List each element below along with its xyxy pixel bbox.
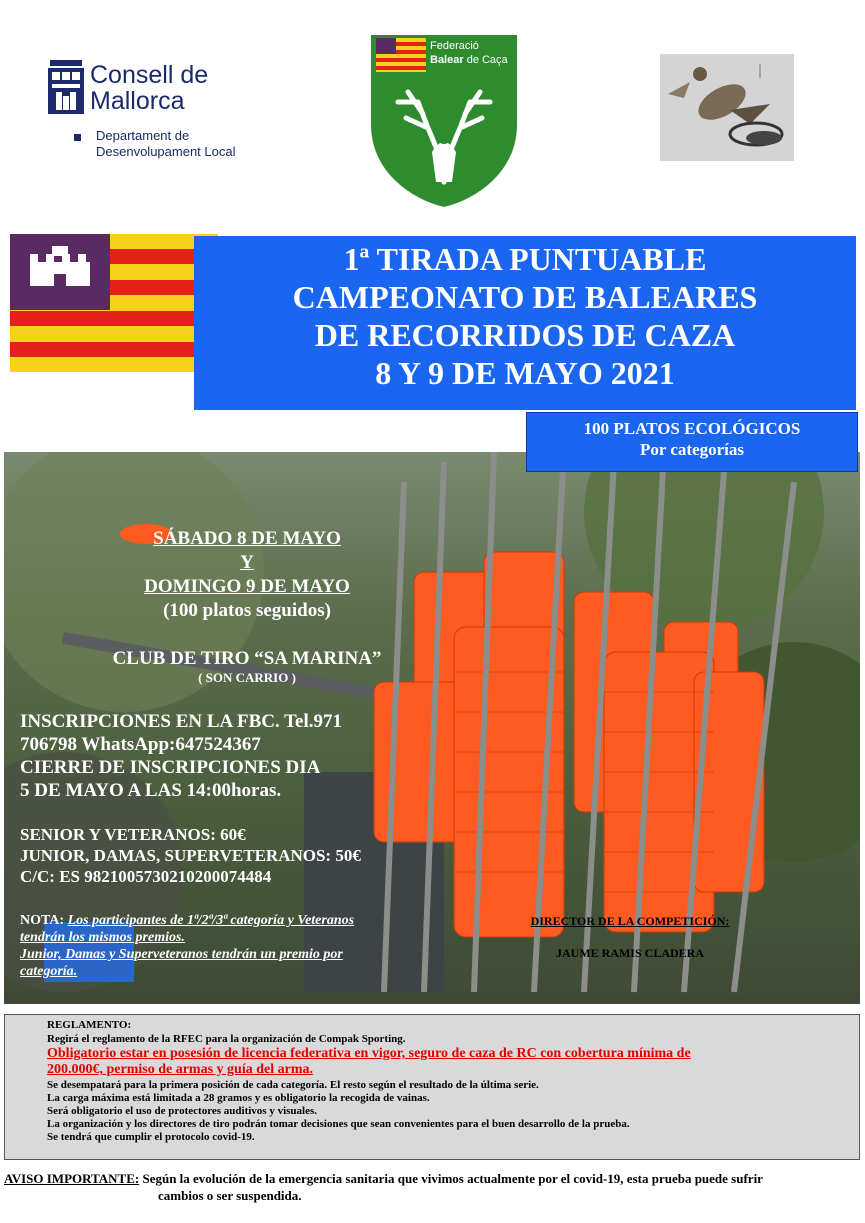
federacio-shield-logo: [368, 32, 520, 210]
federacio-line1: Federació: [430, 40, 479, 52]
consell-de-mallorca-logo: [48, 56, 248, 166]
clay-targets-photo: [4, 452, 860, 1004]
consell-dept: [96, 128, 235, 160]
reglamento-red1: Obligatorio estar en posesión de licencia federativa en vigor, seguro de caza de RC con cobertura mínima de: [47, 1046, 691, 1061]
title-line3: DE RECORRIDOS DE CAZA: [314, 317, 736, 353]
nota-block: [20, 912, 490, 980]
inscripciones-line2: 706798 WhatsApp:647524367: [20, 734, 261, 755]
reglamento-line4: Será obligatorio el uso de protectores auditivos y visuales.: [47, 1105, 318, 1117]
consell-dept-line1: Departament de: [96, 128, 190, 143]
aviso-text2: cambios o ser suspendida.: [158, 1188, 302, 1203]
reglamento-red2: 200.000€, permiso de armas y guía del arma.: [47, 1062, 313, 1077]
reglamento-line1: Regirá el reglamento de la RFEC para la organización de Compak Sporting.: [47, 1033, 406, 1045]
consell-bullet: [74, 134, 81, 141]
consell-emblem-icon: [48, 60, 84, 116]
reglamento-line5: La organización y los directores de tiro podrán tomar decisiones que sean convenientes para el buen desarrollo de la prueba.: [47, 1118, 630, 1130]
price-senior: SENIOR Y VETERANOS: 60€: [20, 825, 246, 844]
title-banner: [194, 236, 856, 410]
schedule-and: Y: [240, 552, 254, 573]
reglamento-box: [4, 1014, 860, 1160]
platos-line2: Por categorías: [639, 440, 744, 459]
consell-name: [90, 62, 208, 114]
director-name: JAUME RAMIS CLADERA: [555, 946, 704, 960]
inscripciones-line4: 5 DE MAYO A LAS 14:00horas.: [20, 780, 282, 801]
platos-box: [526, 412, 858, 472]
inscripciones-line1: INSCRIPCIONES EN LA FBC. Tel.971: [20, 711, 343, 732]
inscripciones-block: [20, 710, 342, 802]
nota-line3: Junior, Damas y Superveteranos tendrán un premio por: [20, 947, 343, 962]
aviso-text1: Según la evolución de la emergencia sanitaria que vivimos actualmente por el covid-19, esta prueba puede sufrir: [139, 1171, 763, 1186]
platos-line1: 100 PLATOS ECOLÓGICOS: [583, 419, 801, 438]
aviso-block: [4, 1170, 860, 1204]
schedule-day1: SÁBADO 8 DE MAYO: [153, 528, 341, 549]
federacio-name: [430, 39, 508, 67]
nota-line1: Los participantes de 1ª/2ª/3ª categoría y Veteranos: [67, 913, 355, 928]
federacio-line2: [430, 53, 508, 67]
reglamento-line6: Se tendrá que cumplir el protocolo covid-19.: [47, 1131, 255, 1143]
schedule-day2: DOMINGO 9 DE MAYO: [144, 576, 350, 597]
title-line1: 1ª TIRADA PUNTUABLE: [343, 241, 707, 277]
reglamento-heading: REGLAMENTO:: [47, 1019, 132, 1031]
reglamento-line3: La carga máxima está limitada a 28 gramos y es obligatorio la recogida de vainas.: [47, 1092, 430, 1104]
consell-name-line2: Mallorca: [90, 87, 185, 115]
venue-place: ( SON CARRIO ): [198, 670, 296, 685]
nota-label: NOTA:: [20, 913, 65, 928]
partridge-icon: [660, 54, 794, 161]
partridge-image: [660, 54, 794, 161]
prices-block: [20, 824, 361, 887]
price-junior: JUNIOR, DAMAS, SUPERVETERANOS: 50€: [20, 846, 361, 865]
balearic-flag: [10, 234, 218, 372]
bank-account: C/C: ES 9821005730210200074484: [20, 867, 272, 886]
aviso-label: AVISO IMPORTANTE:: [4, 1171, 140, 1186]
nota-line2: tendrán los mismos premios.: [20, 930, 185, 945]
title-line4: 8 Y 9 DE MAYO 2021: [375, 355, 675, 391]
title-line2: CAMPEONATO DE BALEARES: [292, 279, 758, 315]
federacio-line2-bold: Balear: [430, 54, 464, 66]
director-label: DIRECTOR DE LA COMPETICIÓN:: [530, 914, 730, 928]
inscripciones-line3: CIERRE DE INSCRIPCIONES DIA: [20, 757, 321, 778]
balearic-flag-icon: [10, 234, 218, 372]
consell-name-line1: Consell de: [90, 61, 209, 89]
schedule-note: (100 platos seguidos): [163, 600, 331, 621]
reglamento-line2: Se desempatará para la primera posición de cada categoría. El resto según el resultado de la última serie.: [47, 1079, 539, 1091]
federacio-line2-rest: de Caça: [463, 54, 508, 66]
nota-line4: categoría.: [20, 964, 78, 979]
venue-club: CLUB DE TIRO “SA MARINA”: [112, 648, 382, 669]
consell-dept-line2: Desenvolupament Local: [96, 144, 236, 159]
